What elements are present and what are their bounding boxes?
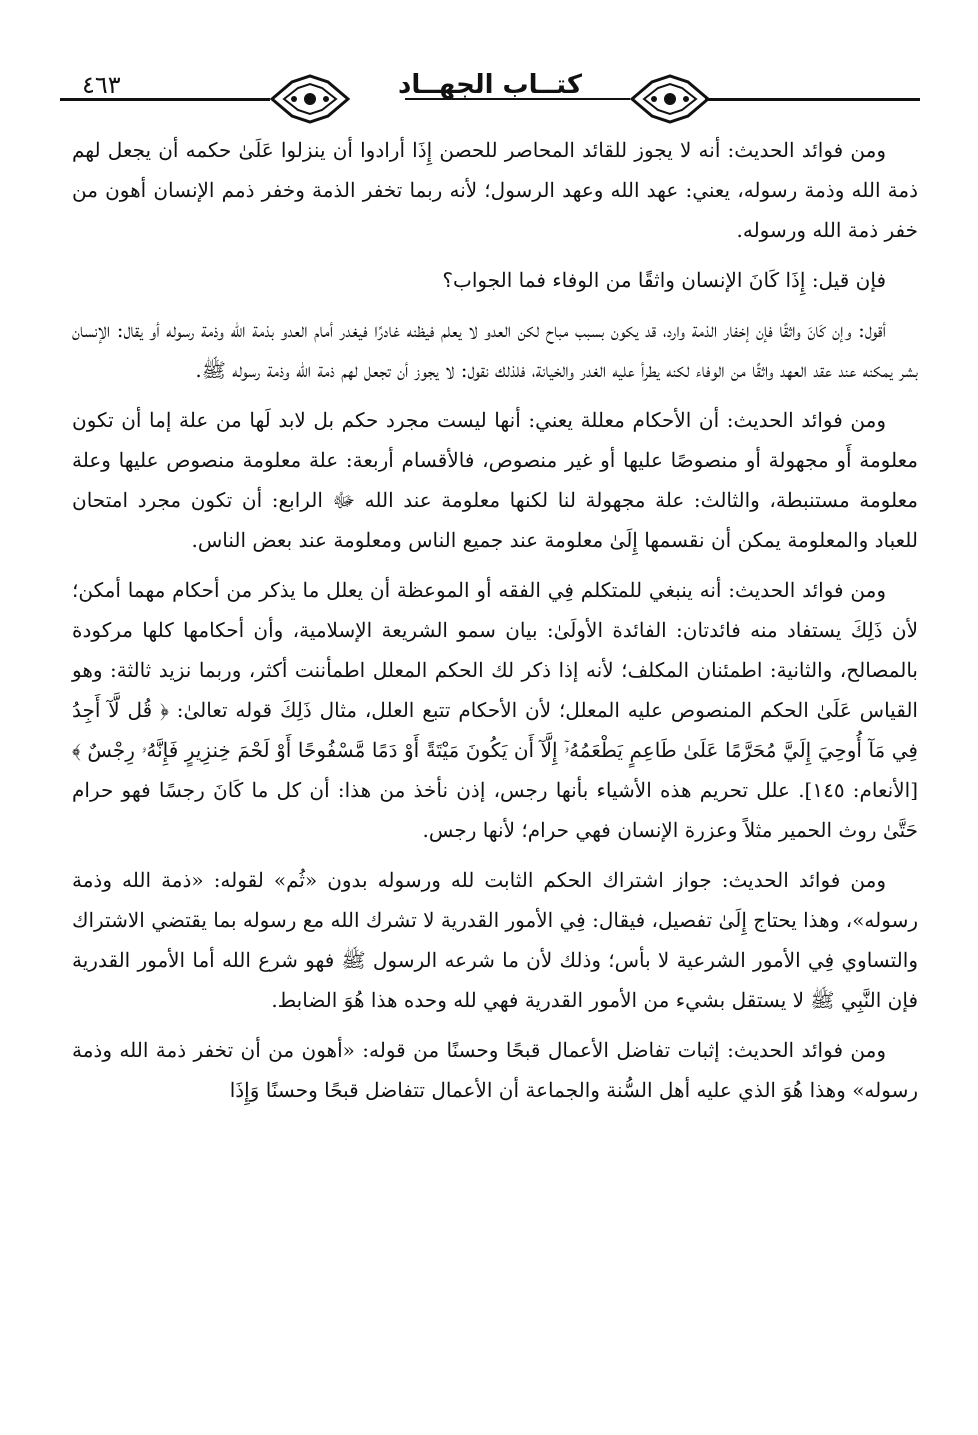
paragraph-deeds-ranking: ومن فوائد الحديث: إثبات تفاضل الأعمال قبحًا وحسنًا من قوله: «أهون من أن تخفر ذمة الله وذمة رسوله» وهذا هُوَ الذي عليه أهل السُّنة والجماعة أن الأعمال تتفاضل قبحًا وحسنًا وَإِذَا (72, 1038, 918, 1102)
right-ornament-icon (630, 72, 710, 126)
header-title-underline (405, 98, 630, 100)
paragraph-answer: أقول: وإن كَانَ واثقًا فإن إخفار الذمة وارد، قد يكون بسبب مباح لكن العدو لا يعلم فيظنه غادرًا فيغدر أمام العدو بذمة الله وذمة رسوله أو يقال: الإنسان بشر يمكنه عند عقد العهد واثقًا من الوفاء لكنه يطرأ عليه الغدر والخيانة، فلذلك نقول: لا يجوز أن تجعل لهم ذمة الله وذمة رسوله ﷺ. (72, 318, 918, 382)
left-ornament-icon (270, 72, 350, 126)
paragraph-explain-rulings: ومن فوائد الحديث: أنه ينبغي للمتكلم فِي الفقه أو الموعظة أن يعلل ما يذكر من أحكام مهما أمكن؛ لأن ذَلِكَ يستفاد منه فائدتان: الفائدة الأولَىٰ: بيان سمو الشريعة الإسلامية، وأن أحكامها كلها مركودة بالمصالح، والثانية: اطمئنان المكلف؛ لأنه إذا ذكر لك الحكم المعلل اطمأننت أكثر، وربما نزيد ثالثة: وهو القياس عَلَىٰ الحكم المنصوص عليه المعلل؛ لأن الأحكام تتبع العلل، مثال ذَلِكَ قوله تعالىٰ: ﴿ قُل لَّآ أَجِدُ فِي مَآ أُوحِيَ إِلَيَّ مُحَرَّمًا عَلَىٰ طَاعِمٍ يَطْعَمُهُۥٓ إِلَّآ أَن يَكُونَ مَيْتَةً أَوْ دَمًا مَّسْفُوحًا أَوْ لَحْمَ خِنزِيرٍ فَإِنَّهُۥ رِجْسٌ ﴾ [الأنعام: ١٤٥]. علل تحريم هذه الأشياء بأنها رجس، إذن نأخذ من هذا: أن كل ما كَانَ رجسًا فهو حرام حَتَّىٰ روث الحمير مثلاً وعزرة الإنسان فهي حرام؛ لأنها رجس. (72, 578, 918, 842)
paragraph-shared-ruling: ومن فوائد الحديث: جواز اشتراك الحكم الثابت لله ورسوله بدون «ثُم» لقوله: «ذمة الله وذمة رسوله»، وهذا يحتاج إِلَىٰ تفصيل، فيقال: فِي الأمور القدرية لا تشرك الله مع رسوله بما يقتضي الاشتراك والتساوي فِي الأمور الشرعية لا بأس؛ وذلك لأن ما شرعه الرسول ﷺ فهو شرع الله أما الأمور القدرية فإن النَّبِي ﷺ لا يستقل بشيء من الأمور القدرية فهي لله وحده هذا هُوَ الضابط. (72, 868, 918, 1012)
page-body (72, 130, 918, 1120)
book-title: كتــاب الجهــاد (398, 70, 582, 100)
paragraph-rulings-reasons: ومن فوائد الحديث: أن الأحكام معللة يعني: أنها ليست مجرد حكم بل لابد لَها من علة إما أن تكون معلومة أَو مجهولة أو منصوصًا عليها أو غير منصوص، فالأقسام أربعة: علة معلومة منصوص عليها وعلة معلومة مستنبطة، والثالث: علة مجهولة لنا لكنها معلومة عند الله ﷻ الرابع: أن تكون مجرد امتحان للعباد والمعلومة يمكن أن نقسمها إِلَىٰ معلومة عند جميع الناس ومعلومة عند بعض الناس. (72, 408, 918, 552)
paragraph-question: فإن قيل: إِذَا كَانَ الإنسان واثقًا من الوفاء فما الجواب؟ (442, 268, 886, 292)
page-header (60, 68, 920, 128)
paragraph-guarantee: ومن فوائد الحديث: أنه لا يجوز للقائد المحاصر للحصن إِذَا أرادوا أن ينزلوا عَلَىٰ حكمه أن يجعل لهم ذمة الله وذمة رسوله، يعني: عهد الله وعهد الرسول؛ لأنه ربما تخفر الذمة وخفر ذمم الإنسان أهون من خفر ذمة الله ورسوله. (72, 138, 919, 242)
header-rule-right (705, 98, 920, 101)
page-number: ٤٦٣ (82, 71, 121, 99)
